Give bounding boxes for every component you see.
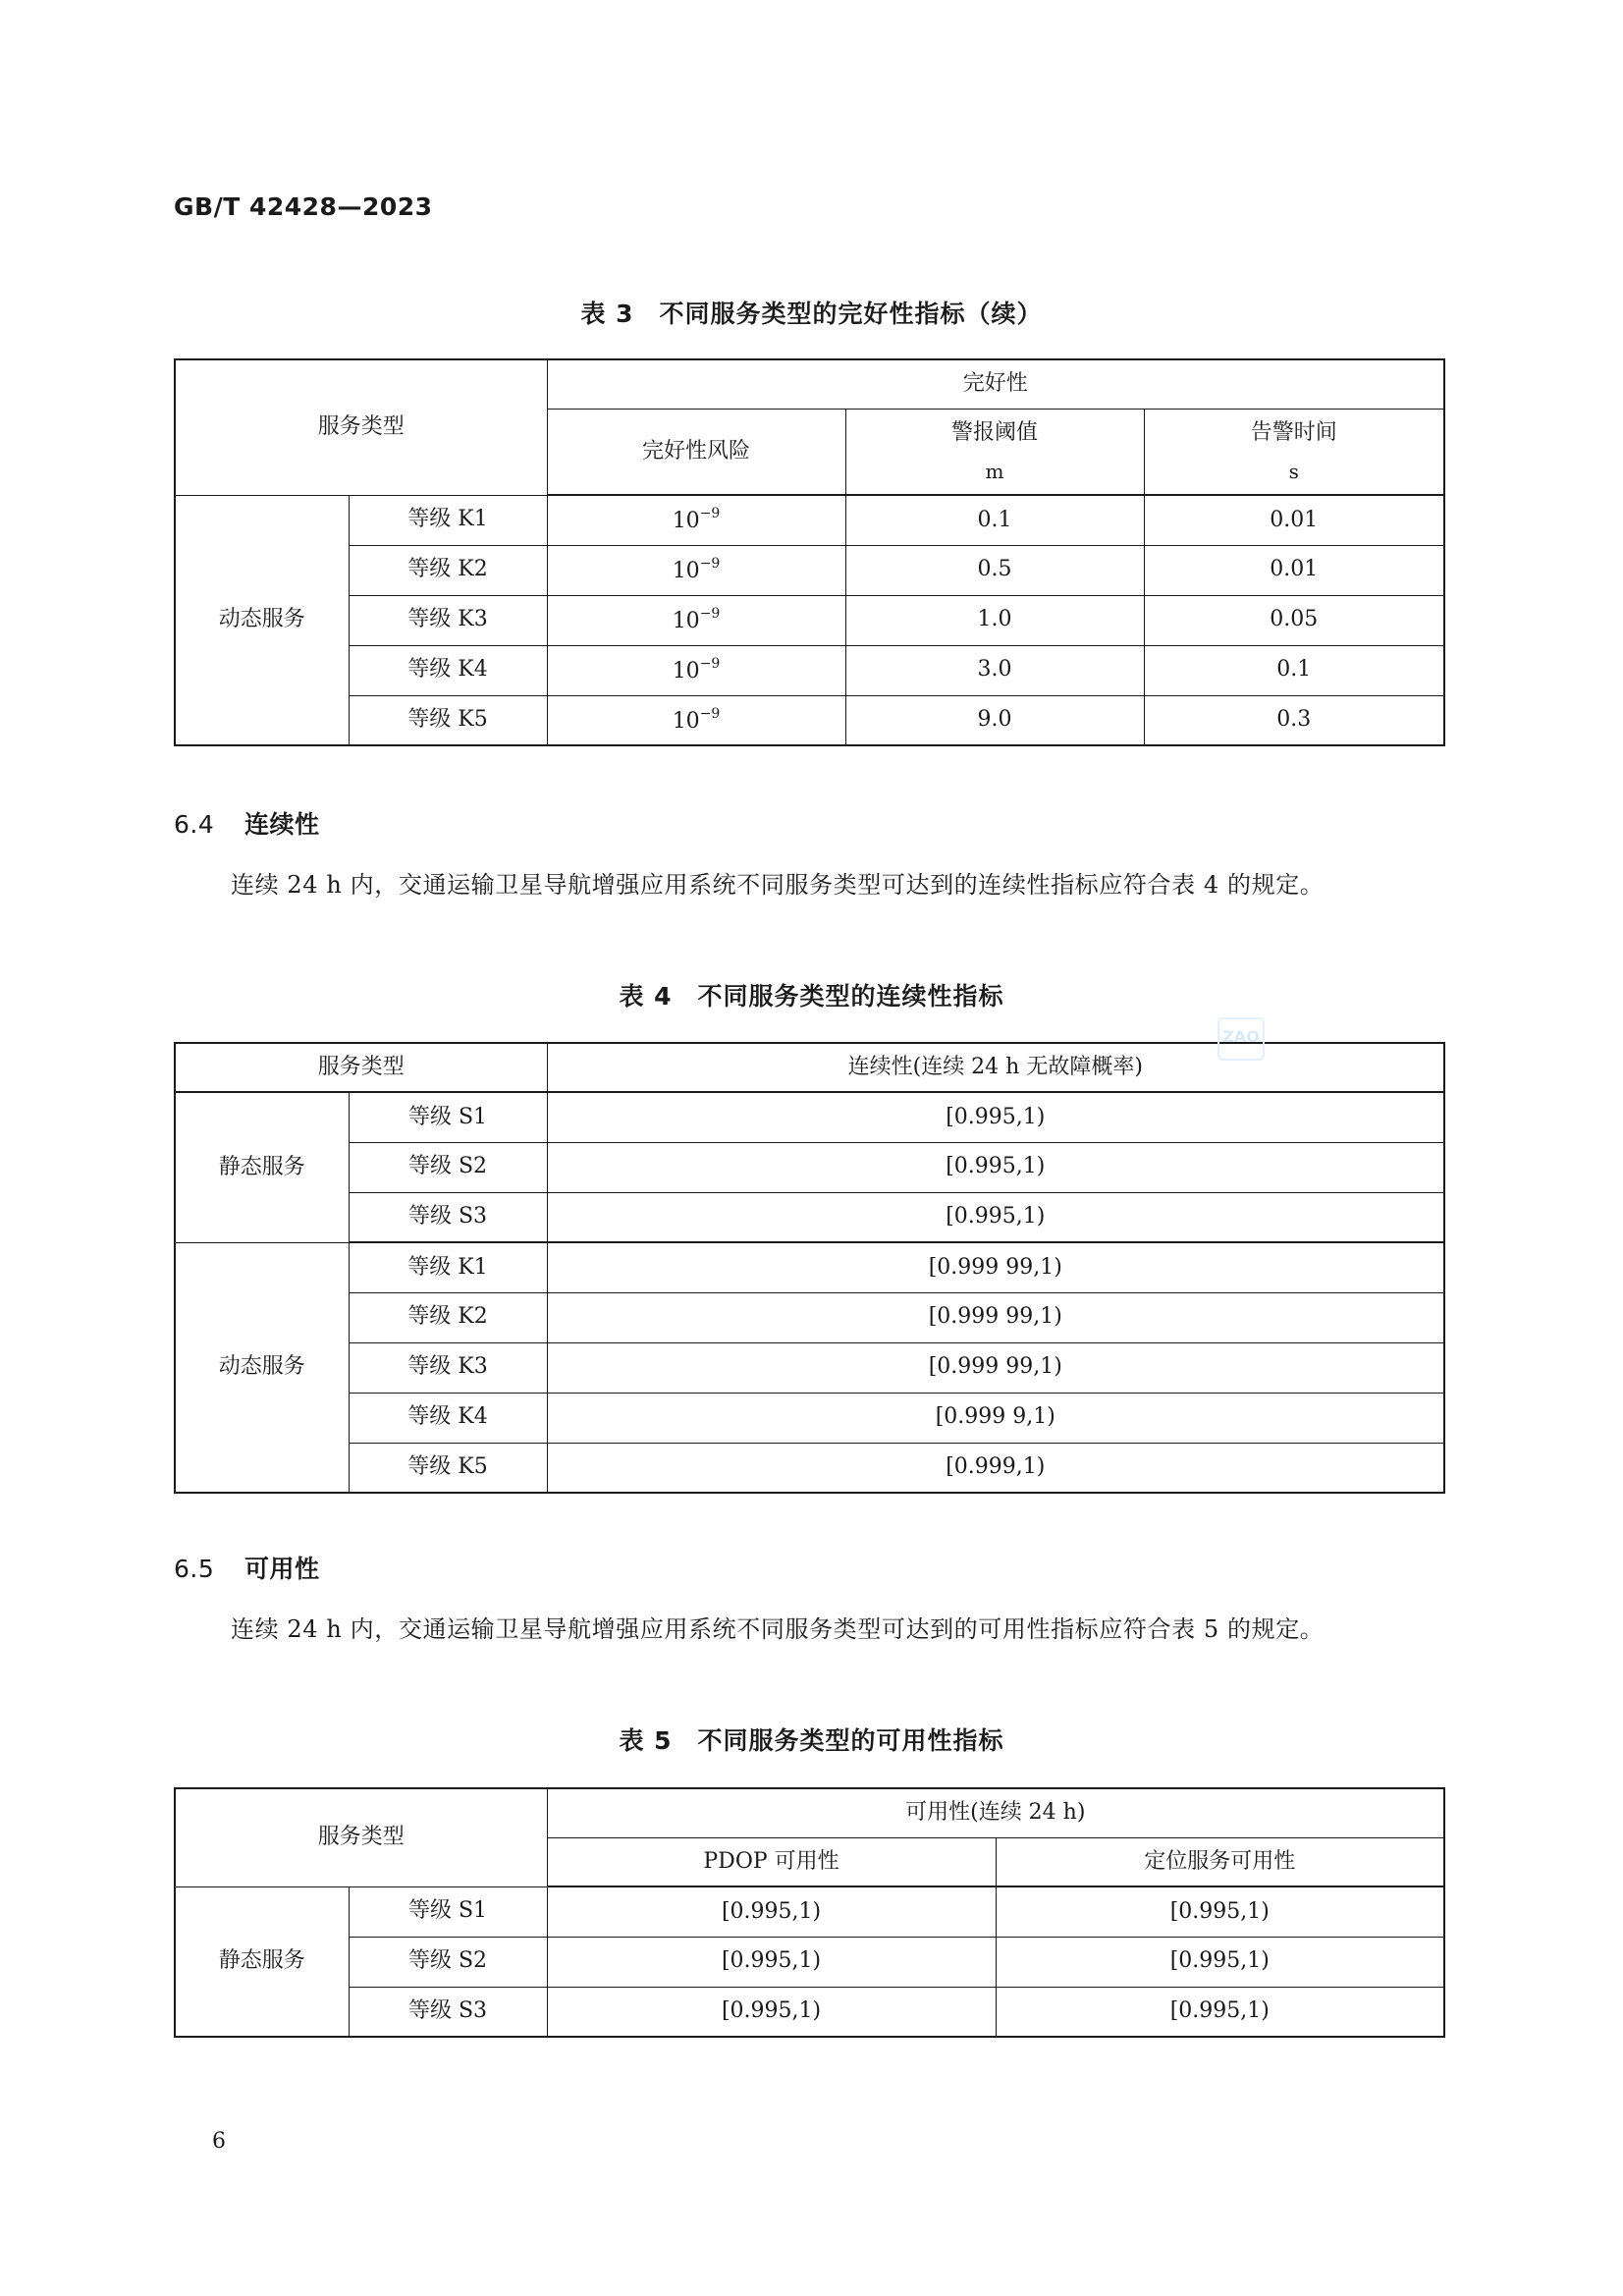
table-row-value: [0.999,1) bbox=[547, 1443, 1444, 1493]
table5-head-pdop: PDOP 可用性 bbox=[547, 1837, 996, 1886]
table3-head-service-type: 服务类型 bbox=[175, 359, 547, 495]
table5-group-static: 静态服务 bbox=[175, 1886, 349, 2037]
table-row-level: 等级 S3 bbox=[349, 1192, 547, 1242]
watermark-badge-icon: ZAO bbox=[1217, 1017, 1265, 1061]
table-row-pdop: [0.995,1) bbox=[547, 1987, 996, 2037]
table-row-level: 等级 K1 bbox=[349, 1242, 547, 1292]
table-row-level: 等级 S1 bbox=[349, 1092, 547, 1142]
table-row-level: 等级 K3 bbox=[349, 1342, 547, 1393]
table-row-value: [0.995,1) bbox=[547, 1092, 1444, 1142]
table5-head-positioning: 定位服务可用性 bbox=[996, 1837, 1444, 1886]
section-6-5-title: 可用性 bbox=[244, 1555, 320, 1583]
table4-head-service-type: 服务类型 bbox=[175, 1043, 547, 1092]
table-row-level: 等级 S2 bbox=[349, 1142, 547, 1192]
table-row-level: 等级 K5 bbox=[349, 1443, 547, 1493]
table-row-level: 等级 K3 bbox=[349, 595, 547, 645]
table-row-risk: $10^{-9}$ bbox=[547, 495, 845, 545]
table-row-level: 等级 K4 bbox=[349, 1393, 547, 1443]
table-row-level: 等级 K5 bbox=[349, 695, 547, 745]
section-6-5-paragraph: 连续 24 h 内，交通运输卫星导航增强应用系统不同服务类型可达到的可用性指标应符合表 5 的规定。 bbox=[231, 1615, 1325, 1643]
section-6-4-title: 连续性 bbox=[244, 810, 320, 839]
section-6-4-paragraph: 连续 24 h 内，交通运输卫星导航增强应用系统不同服务类型可达到的连续性指标应符合表 4 的规定。 bbox=[231, 871, 1325, 899]
section-6-5-heading bbox=[174, 1550, 320, 1585]
table-row-pdop: [0.995,1) bbox=[547, 1937, 996, 1987]
table-row-time: 0.3 bbox=[1144, 695, 1444, 745]
table5 bbox=[174, 1787, 1445, 2038]
table-row-level: 等级 S3 bbox=[349, 1987, 547, 2037]
table3-caption: 表 3 不同服务类型的完好性指标（续） bbox=[580, 300, 1043, 328]
table3-head-alert-time-unit: s bbox=[1288, 459, 1299, 483]
table3-head-group: 完好性 bbox=[547, 359, 1444, 409]
table-row-positioning: [0.995,1) bbox=[996, 1987, 1444, 2037]
table-row-risk: $10^{-9}$ bbox=[547, 545, 845, 595]
table5-head-service-type: 服务类型 bbox=[175, 1788, 547, 1886]
table-row-level: 等级 K2 bbox=[349, 1292, 547, 1342]
table-row-threshold: 1.0 bbox=[845, 595, 1144, 645]
table-row-value: [0.999 99,1) bbox=[547, 1242, 1444, 1292]
table3 bbox=[174, 358, 1445, 746]
table-row-threshold: 0.1 bbox=[845, 495, 1144, 545]
table4-caption: 表 4 不同服务类型的连续性指标 bbox=[619, 982, 1004, 1011]
table4-head-continuity: 连续性(连续 24 h 无故障概率) bbox=[547, 1043, 1444, 1092]
table5-head-group: 可用性(连续 24 h) bbox=[547, 1788, 1444, 1837]
section-6-4-number: 6.4 bbox=[174, 810, 215, 839]
table-row-positioning: [0.995,1) bbox=[996, 1937, 1444, 1987]
table-row-value: [0.995,1) bbox=[547, 1192, 1444, 1242]
table3-group-dynamic: 动态服务 bbox=[175, 495, 349, 745]
table-row-level: 等级 K1 bbox=[349, 495, 547, 545]
table3-head-threshold-unit: m bbox=[985, 459, 1004, 483]
table-row-level: 等级 S1 bbox=[349, 1886, 547, 1937]
table3-head-threshold: 警报阈值 m bbox=[845, 409, 1144, 495]
table-row-risk: $10^{-9}$ bbox=[547, 595, 845, 645]
table-row-value: [0.995,1) bbox=[547, 1142, 1444, 1192]
page-number: 6 bbox=[212, 2129, 226, 2154]
table-row-value: [0.999 99,1) bbox=[547, 1292, 1444, 1342]
table-row-time: 0.01 bbox=[1144, 495, 1444, 545]
table4 bbox=[174, 1042, 1445, 1494]
table4-group-dynamic: 动态服务 bbox=[175, 1242, 349, 1493]
table4-group-static: 静态服务 bbox=[175, 1092, 349, 1242]
table5-caption: 表 5 不同服务类型的可用性指标 bbox=[619, 1726, 1004, 1755]
table-row-threshold: 3.0 bbox=[845, 645, 1144, 695]
table-row-level: 等级 K4 bbox=[349, 645, 547, 695]
table-row-pdop: [0.995,1) bbox=[547, 1886, 996, 1937]
table-row-value: [0.999 9,1) bbox=[547, 1393, 1444, 1443]
table-row-threshold: 0.5 bbox=[845, 545, 1144, 595]
standard-code: GB/T 42428—2023 bbox=[174, 192, 433, 221]
table-row-time: 0.05 bbox=[1144, 595, 1444, 645]
section-6-5-number: 6.5 bbox=[174, 1555, 215, 1583]
section-6-4-heading bbox=[174, 805, 320, 841]
table-row-threshold: 9.0 bbox=[845, 695, 1144, 745]
table-row-value: [0.999 99,1) bbox=[547, 1342, 1444, 1393]
table-row-risk: $10^{-9}$ bbox=[547, 645, 845, 695]
table-row-risk: $10^{-9}$ bbox=[547, 695, 845, 745]
table-row-level: 等级 S2 bbox=[349, 1937, 547, 1987]
table-row-time: 0.01 bbox=[1144, 545, 1444, 595]
table-row-level: 等级 K2 bbox=[349, 545, 547, 595]
table3-head-alert-time: 告警时间 s bbox=[1144, 409, 1444, 495]
table3-head-risk: 完好性风险 bbox=[547, 409, 845, 495]
table-row-time: 0.1 bbox=[1144, 645, 1444, 695]
table-row-positioning: [0.995,1) bbox=[996, 1886, 1444, 1937]
